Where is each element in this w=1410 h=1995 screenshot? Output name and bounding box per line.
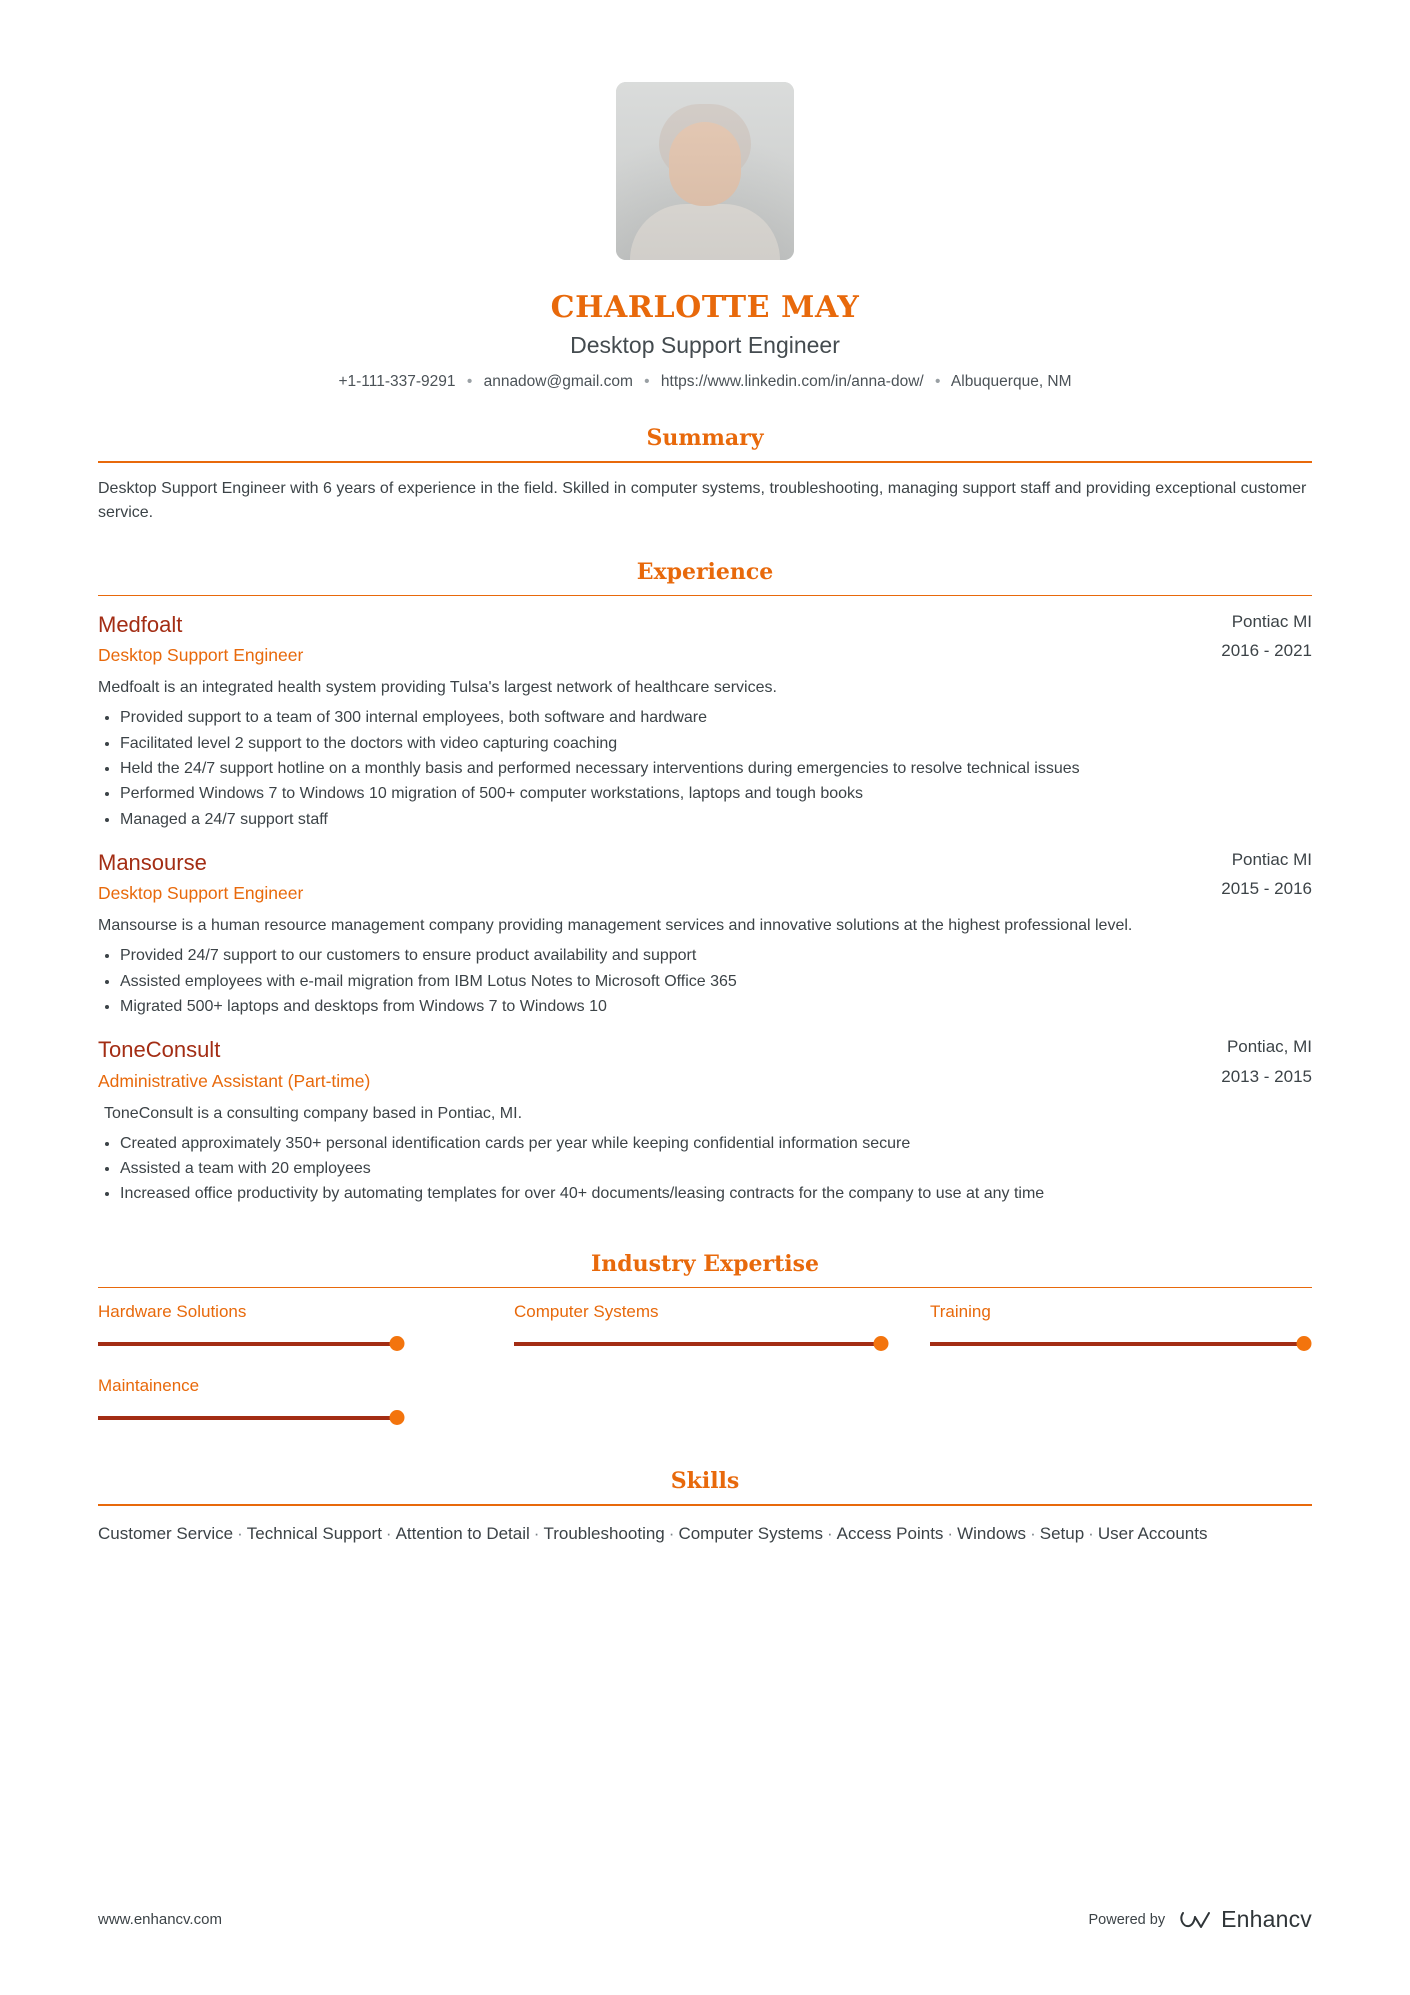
expertise-label: Maintainence <box>98 1376 200 1396</box>
summary-body <box>98 463 1312 525</box>
contact-email[interactable]: annadow@gmail.com <box>483 373 633 390</box>
job-description: Mansourse is a human resource management company providing management services and innovative solutions at the highest professional level. <box>98 917 1133 935</box>
section-expertise <box>98 1251 1312 1451</box>
slider-knob[interactable] <box>390 1410 405 1425</box>
photo-shading <box>616 82 794 260</box>
section-title-experience: Experience <box>636 558 774 585</box>
footer-url[interactable]: www.enhancv.com <box>98 1911 222 1928</box>
experience-item <box>98 612 1312 832</box>
experience-item-left <box>98 1037 370 1091</box>
footer <box>98 1906 1312 1933</box>
company-name: ToneConsult <box>98 1037 221 1063</box>
job-bullet: Performed Windows 7 to Windows 10 migration of 500+ computer workstations, laptops and tough books <box>98 782 1312 806</box>
job-bullet: Held the 24/7 support hotline on a monthly basis and performed necessary interventions during emergencies to resolve technical issues <box>98 757 1312 781</box>
section-summary <box>98 425 1312 525</box>
skill-separator-icon: · <box>947 1523 954 1543</box>
section-title-skills: Skills <box>670 1468 740 1495</box>
job-location: Pontiac MI <box>1231 849 1312 869</box>
skill-separator-icon: · <box>826 1523 833 1543</box>
job-bullet: Managed a 24/7 support staff <box>98 808 1312 832</box>
experience-item-header <box>98 850 1312 904</box>
experience-item <box>98 1037 1312 1206</box>
company-name: Medfoalt <box>98 612 183 637</box>
profile-photo-wrap <box>98 0 1312 260</box>
experience-item-right <box>1221 612 1312 661</box>
job-role: Administrative Assistant (Part-time) <box>98 1070 371 1091</box>
section-experience <box>98 559 1312 1207</box>
slider-fill <box>98 1416 397 1420</box>
expertise-slider[interactable] <box>98 1412 472 1424</box>
slider-fill <box>98 1342 397 1346</box>
skill-item: Troubleshooting <box>543 1523 665 1543</box>
skill-separator-icon: · <box>237 1523 243 1543</box>
slider-knob[interactable] <box>390 1336 405 1351</box>
skill-item: Attention to Detail <box>395 1523 530 1543</box>
expertise-label: Hardware Solutions <box>98 1302 247 1322</box>
job-location: Pontiac MI <box>1231 612 1312 631</box>
contact-separator-icon: • <box>935 373 941 390</box>
job-location: Pontiac, MI <box>1226 1037 1312 1057</box>
skill-separator-icon: · <box>385 1523 392 1543</box>
skill-item: Setup <box>1039 1523 1085 1543</box>
job-dates: 2016 - 2021 <box>1221 641 1312 661</box>
job-bullet: Migrated 500+ laptops and desktops from Windows 7 to Windows 10 <box>98 995 1312 1019</box>
slider-knob[interactable] <box>873 1336 888 1351</box>
expertise-slider[interactable] <box>514 1338 888 1350</box>
company-name: Mansourse <box>98 849 207 875</box>
job-bullet: Assisted a team with 20 employees <box>98 1157 1312 1181</box>
contact-phone: +1-111-337-9291 <box>338 373 456 390</box>
job-bullet: Created approximately 350+ personal identification cards per year while keeping confidential information secure <box>98 1132 1312 1156</box>
job-dates: 2015 - 2016 <box>1221 879 1312 899</box>
skills-body <box>98 1506 1312 1548</box>
expertise-grid <box>98 1288 1312 1450</box>
job-bullet: Assisted employees with e-mail migration from IBM Lotus Notes to Microsoft Office 365 <box>98 970 1312 994</box>
slider-fill <box>930 1342 1304 1346</box>
experience-item <box>98 850 1312 1019</box>
skill-separator-icon: · <box>1088 1523 1094 1543</box>
contact-line <box>98 373 1312 391</box>
job-description: ToneConsult is a consulting company based in Pontiac, MI. <box>104 1104 523 1122</box>
footer-brand-area <box>1089 1906 1313 1933</box>
experience-item-header <box>98 612 1312 666</box>
skill-item: Customer Service <box>98 1523 234 1543</box>
job-bullet-list <box>98 1132 1312 1207</box>
slider-knob[interactable] <box>1297 1336 1312 1351</box>
experience-item-right <box>1221 850 1312 899</box>
skill-item: Windows <box>957 1523 1027 1543</box>
job-dates: 2013 - 2015 <box>1221 1066 1312 1086</box>
job-role: Desktop Support Engineer <box>98 645 304 666</box>
skills-list <box>98 1520 1312 1548</box>
expertise-label: Computer Systems <box>514 1302 659 1322</box>
job-role: Desktop Support Engineer <box>98 883 304 904</box>
skill-item: User Accounts <box>1097 1523 1208 1543</box>
contact-linkedin[interactable]: https://www.linkedin.com/in/anna-dow/ <box>660 373 924 390</box>
skill-separator-icon: · <box>533 1523 540 1543</box>
skill-separator-icon: · <box>1030 1523 1036 1543</box>
skill-separator-icon: · <box>668 1523 675 1543</box>
brand-logo <box>1179 1906 1312 1933</box>
powered-by-label: Powered by <box>1088 1911 1166 1928</box>
expertise-slider[interactable] <box>930 1338 1304 1350</box>
slider-fill <box>514 1342 881 1346</box>
page-title: CHARLOTTE MAY <box>550 290 860 325</box>
contact-location: Albuquerque, NM <box>950 373 1072 390</box>
experience-body <box>98 596 1312 1207</box>
job-bullet: Facilitated level 2 support to the doctors with video capturing coaching <box>98 732 1312 756</box>
expertise-label: Training <box>930 1302 991 1322</box>
section-title-summary: Summary <box>646 425 764 451</box>
job-bullet: Increased office productivity by automating templates for over 40+ documents/leasing contracts for the company to use at any time <box>98 1182 1312 1206</box>
skill-item: Computer Systems <box>678 1523 823 1543</box>
experience-item-header <box>98 1037 1312 1091</box>
enhancv-logo-icon <box>1179 1909 1213 1931</box>
profile-photo <box>616 82 794 260</box>
expertise-item <box>98 1376 472 1424</box>
skill-item: Access Points <box>836 1523 944 1543</box>
job-bullet: Provided 24/7 support to our customers to ensure product availability and support <box>98 944 1312 968</box>
section-title-expertise: Industry Expertise <box>590 1250 819 1277</box>
contact-separator-icon: • <box>644 373 650 390</box>
summary-text: Desktop Support Engineer with 6 years of experience in the field. Skilled in computer systems, troubleshooting, managing support staff and providing exceptional customer service. <box>98 479 1307 521</box>
section-skills <box>98 1468 1312 1547</box>
job-bullet-list <box>98 706 1312 832</box>
job-bullet: Provided support to a team of 300 internal employees, both software and hardware <box>98 706 1312 730</box>
expertise-item <box>930 1302 1304 1350</box>
expertise-item <box>514 1302 888 1350</box>
experience-item-left <box>98 850 303 904</box>
experience-item-right <box>1221 1037 1312 1086</box>
job-description: Medfoalt is an integrated health system providing Tulsa's largest network of healthcare services. <box>98 679 777 697</box>
expertise-slider[interactable] <box>98 1338 472 1350</box>
skill-item: Technical Support <box>246 1523 382 1543</box>
expertise-item <box>98 1302 472 1350</box>
brand-name: Enhancv <box>1221 1906 1312 1932</box>
contact-separator-icon: • <box>466 373 473 390</box>
experience-item-left <box>98 612 303 666</box>
job-bullet-list <box>98 944 1312 1019</box>
header-job-title: Desktop Support Engineer <box>570 332 840 358</box>
